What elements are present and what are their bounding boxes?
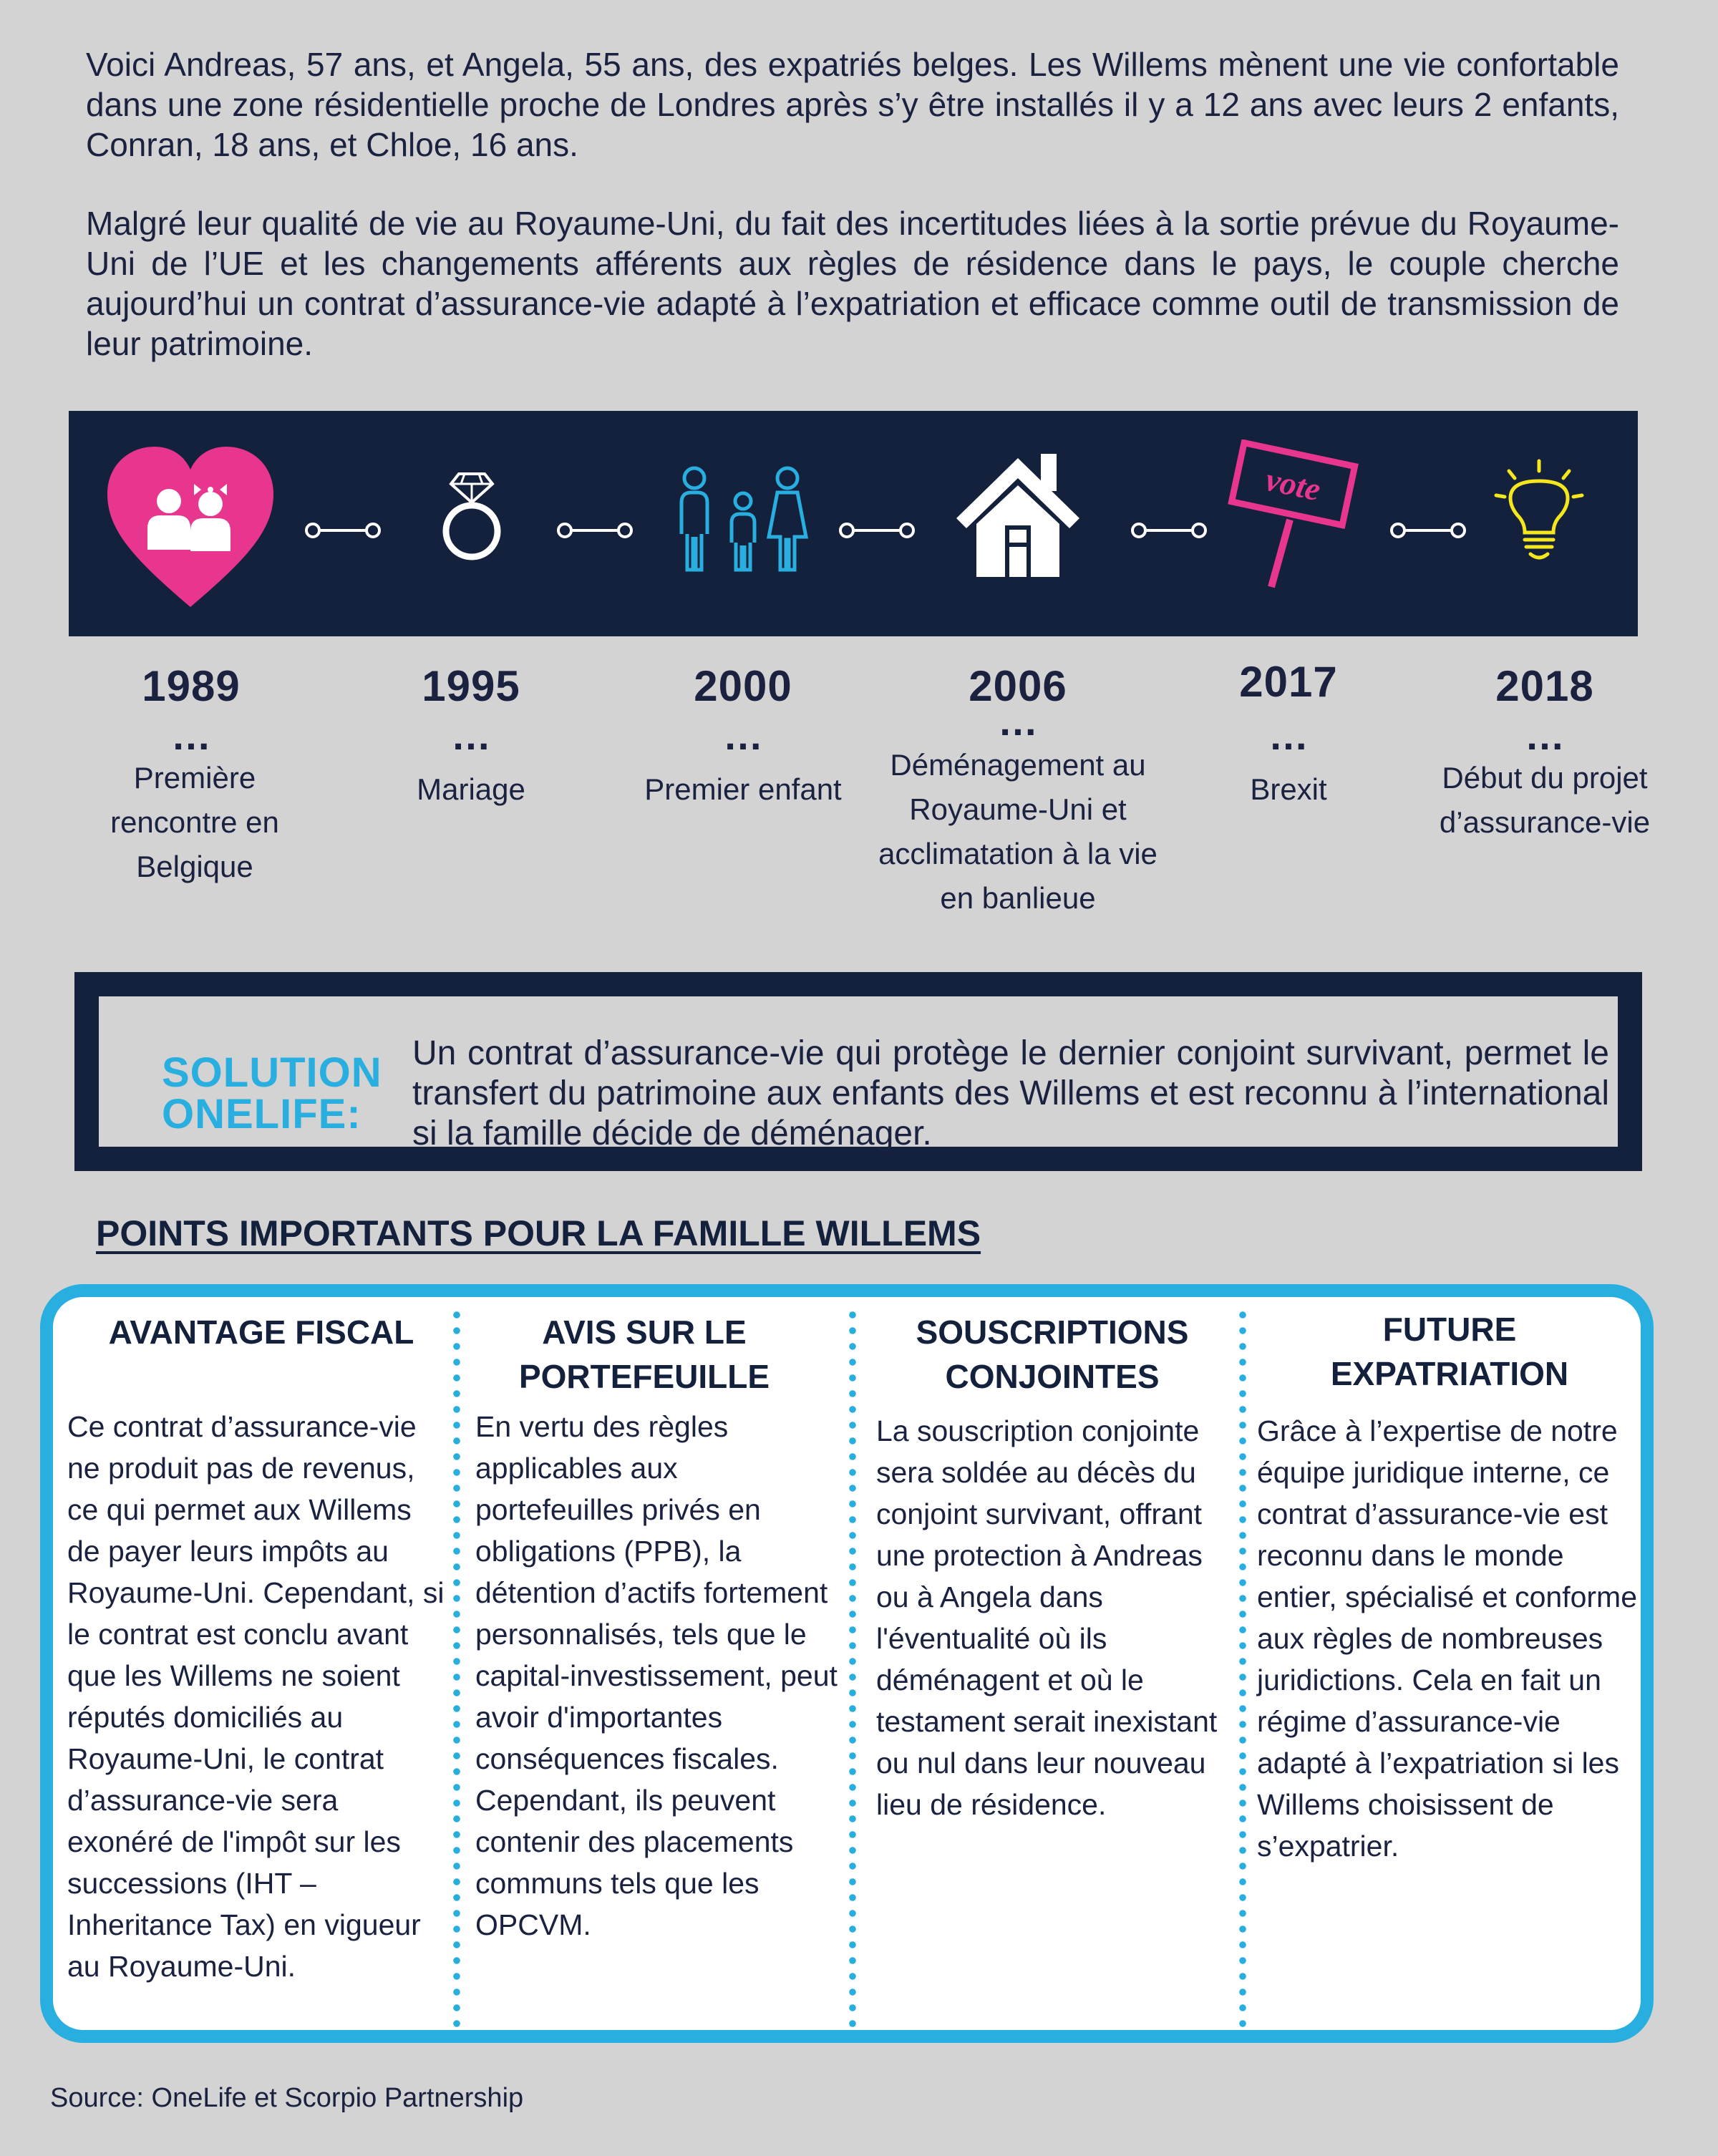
column-title-avantage-fiscal: AVANTAGE FISCAL <box>108 1313 414 1351</box>
timeline-dots: … <box>998 699 1038 744</box>
timeline-connector <box>1389 521 1467 540</box>
timeline-dots: … <box>451 713 491 758</box>
timeline-connector <box>555 521 634 540</box>
timeline-year-2000: 2000 <box>694 662 792 710</box>
column-body-avantage-fiscal: Ce contrat d’assurance-vie ne produit pas de revenus, ce qui permet aux Willems de payer leurs impôts au Royaume-Uni. Cependant, si le contrat est conclu avant que les Willems ne soient réputés domiciliés au Royaume-Uni, le contrat d’assurance-vie sera exonéré de l'impôt sur les successions (IHT – Inheritance Tax) en vigueur au Royaume-Uni. <box>67 1410 445 1983</box>
timeline-label-2018: Début du projet d’assurance-vie <box>1439 761 1651 839</box>
timeline-connector <box>1130 521 1208 540</box>
column-body-avis-portefeuille: En vertu des règles applicables aux portefeuilles privés en obligations (PPB), la détention d’actifs fortement personnalisés, tels que le capital-investissement, peut avoir d'importantes conséquences fiscales. Cependant, ils peuvent contenir des placements communs tels que les OPCVM. <box>475 1410 838 1941</box>
timeline-connector <box>304 521 382 540</box>
vote-sign-icon <box>1221 440 1364 590</box>
column-separator <box>849 1307 856 2030</box>
timeline-connector <box>838 521 916 540</box>
timeline-label-2017: Brexit <box>1250 772 1327 806</box>
column-separator <box>1239 1307 1246 2030</box>
timeline-dots: … <box>171 713 211 758</box>
timeline-label-2006: Déménagement au Royaume-Uni et acclimatation à la vie en banlieue <box>878 748 1158 915</box>
timeline-year-2006: 2006 <box>969 662 1067 710</box>
timeline-label-1989: Première rencontre en Belgique <box>110 761 279 883</box>
solution-box <box>74 972 1642 1171</box>
solution-title-line2: ONELIFE: <box>162 1091 361 1137</box>
source-note: Source: OneLife et Scorpio Partnership <box>50 2083 524 2113</box>
lightbulb-icon <box>1489 458 1589 565</box>
column-body-future-expatriation: Grâce à l’expertise de notre équipe juridique interne, ce contrat d’assurance-vie est reconnu dans le monde entier, spécialisé et conforme aux règles de nombreuses juridictions. Cela en fait un régime d’assurance-vie adapté à l’expatriation si les Willems choisissent de s’expatrier. <box>1257 1414 1637 1863</box>
timeline-dots: … <box>1268 713 1309 758</box>
solution-title-line1: SOLUTION <box>162 1049 382 1096</box>
house-icon <box>952 448 1084 580</box>
solution-text: Un contrat d’assurance-vie qui protège le dernier conjoint survivant, permet le transfert du patrimoine aux enfants des Willems et est reconnu à l’international si la famille décide de déménager. <box>412 1034 1609 1152</box>
solution-box-inner <box>99 996 1618 1152</box>
timeline-dots: … <box>723 713 763 758</box>
column-body-souscriptions-conjointes: La souscription conjointe sera soldée au décès du conjoint survivant, offrant une protection à Andreas ou à Angela dans l'éventualité où ils déménagent et où le testament serait inexistant ou nul dans leur nouveau lieu de résidence. <box>876 1414 1218 1821</box>
vote-sign-text: vote <box>1262 460 1324 508</box>
timeline-label-1995: Mariage <box>417 772 525 806</box>
timeline-year-1995: 1995 <box>422 662 520 710</box>
timeline-dots: … <box>1525 713 1565 758</box>
intro-paragraph-1: Voici Andreas, 57 ans, et Angela, 55 ans, des expatriés belges. Les Willems mènent une vie confortable dans une zone résidentielle proche de Londres après s’y être installés il y a 12 ans avec leurs 2 enfants, Conran, 18 ans, et Chloe, 16 ans. <box>86 46 1619 163</box>
column-title-souscriptions-conjointes: SOUSCRIPTIONS CONJOINTES <box>916 1313 1189 1395</box>
family-icon <box>673 465 816 573</box>
timeline-year-2017: 2017 <box>1239 658 1338 706</box>
intro-paragraph-2: Malgré leur qualité de vie au Royaume-Uni, du fait des incertitudes liées à la sortie prévue du Royaume-Uni de l’UE et les changements afférents aux règles de résidence dans le pays, le couple cherche aujourd’hui un contrat d’assurance-vie adapté à l’expatriation et efficace comme outil de transmission de leur patrimoine. <box>86 205 1619 362</box>
column-separator <box>453 1307 460 2030</box>
solution-title <box>162 1049 382 1137</box>
ring-icon <box>432 468 511 561</box>
column-title-avis-portefeuille: AVIS SUR LE PORTEFEUILLE <box>518 1313 770 1395</box>
points-heading: POINTS IMPORTANTS POUR LA FAMILLE WILLEMS <box>96 1213 981 1253</box>
heart-couple-icon <box>105 444 276 616</box>
timeline-year-2018: 2018 <box>1495 662 1594 710</box>
intro-text <box>86 44 1619 402</box>
timeline-year-1989: 1989 <box>142 662 241 710</box>
column-title-future-expatriation: FUTURE EXPATRIATION <box>1330 1311 1569 1392</box>
timeline-label-2000: Premier enfant <box>644 772 842 806</box>
